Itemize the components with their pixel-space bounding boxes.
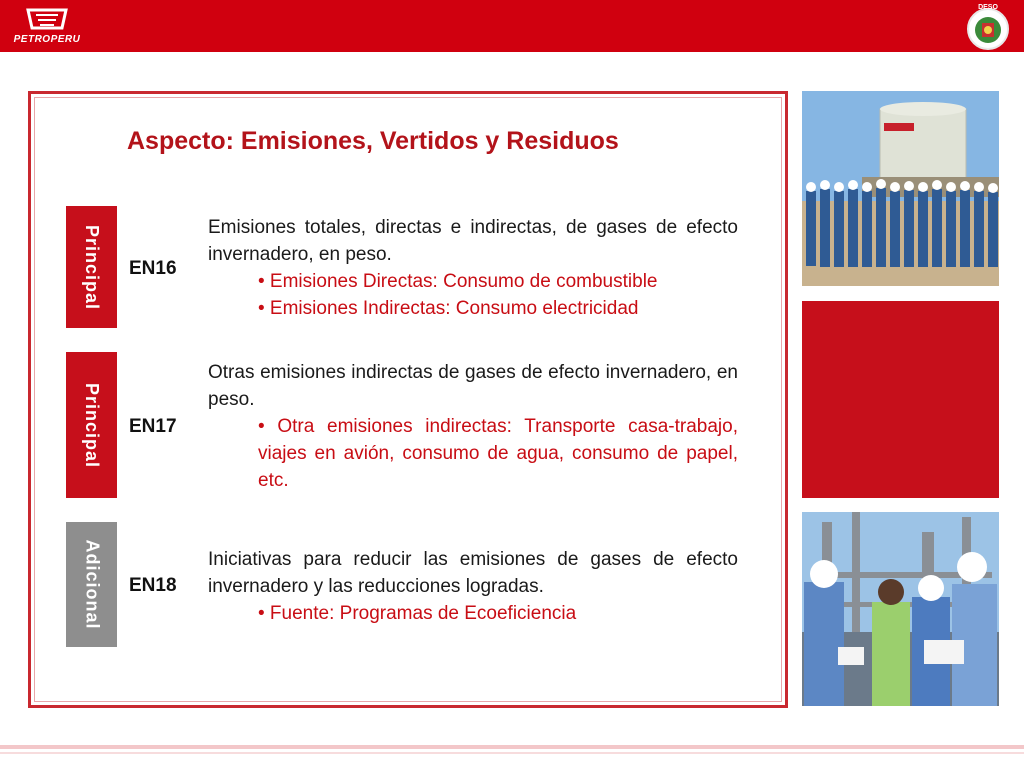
petroperu-emblem-icon xyxy=(24,6,70,32)
footer-line xyxy=(0,745,1024,749)
photo-engineers-at-refinery xyxy=(802,512,999,706)
bullet-list xyxy=(208,268,738,322)
slide-title: Aspecto: Emisiones, Vertidos y Residuos xyxy=(127,127,619,155)
engineers-refinery-image xyxy=(802,512,999,706)
indicator-code-en18: EN18 xyxy=(129,575,177,596)
indicator-code-en17: EN17 xyxy=(129,416,177,437)
brand-name: PETROPERU xyxy=(13,34,81,45)
petroperu-logo xyxy=(6,4,88,48)
header-bar xyxy=(0,0,1024,52)
tag-principal-en17 xyxy=(66,352,117,498)
bullet-item: • Otra emisiones indirectas: Transporte casa-trabajo, viajes en avión, consumo de agua, consumo de papel, etc. xyxy=(258,416,738,491)
indicator-description-en18 xyxy=(208,546,738,627)
description-text: Emisiones totales, directas e indirectas, de gases de efecto invernadero, en peso. xyxy=(208,217,738,265)
bullet-item: • Emisiones Indirectas: Consumo electricidad xyxy=(258,298,639,319)
photo-workers-at-tank xyxy=(802,91,999,286)
seal-label: DESO xyxy=(978,4,998,11)
decorative-red-panel xyxy=(802,301,999,498)
tag-label: Principal xyxy=(82,224,102,310)
tag-adicional-en18 xyxy=(66,522,117,647)
bullet-list xyxy=(208,600,738,627)
bullet-item: • Fuente: Programas de Ecoeficiencia xyxy=(258,603,577,624)
bullet-list xyxy=(208,413,738,494)
deso-seal xyxy=(964,3,1012,51)
bullet-item: • Emisiones Directas: Consumo de combustible xyxy=(258,271,658,292)
indicator-description-en16 xyxy=(208,214,738,322)
tag-principal-en16 xyxy=(66,206,117,328)
tag-label: Adicional xyxy=(82,539,103,630)
footer-line-light xyxy=(0,752,1024,754)
workers-tank-image xyxy=(802,91,999,286)
indicator-code-en16: EN16 xyxy=(129,258,177,279)
description-text: Otras emisiones indirectas de gases de efecto invernadero, en peso. xyxy=(208,362,738,410)
indicator-description-en17 xyxy=(208,359,738,494)
tag-label: Principal xyxy=(82,382,102,468)
description-text: Iniciativas para reducir las emisiones de gases de efecto invernadero y las reducciones logradas. xyxy=(208,549,738,597)
